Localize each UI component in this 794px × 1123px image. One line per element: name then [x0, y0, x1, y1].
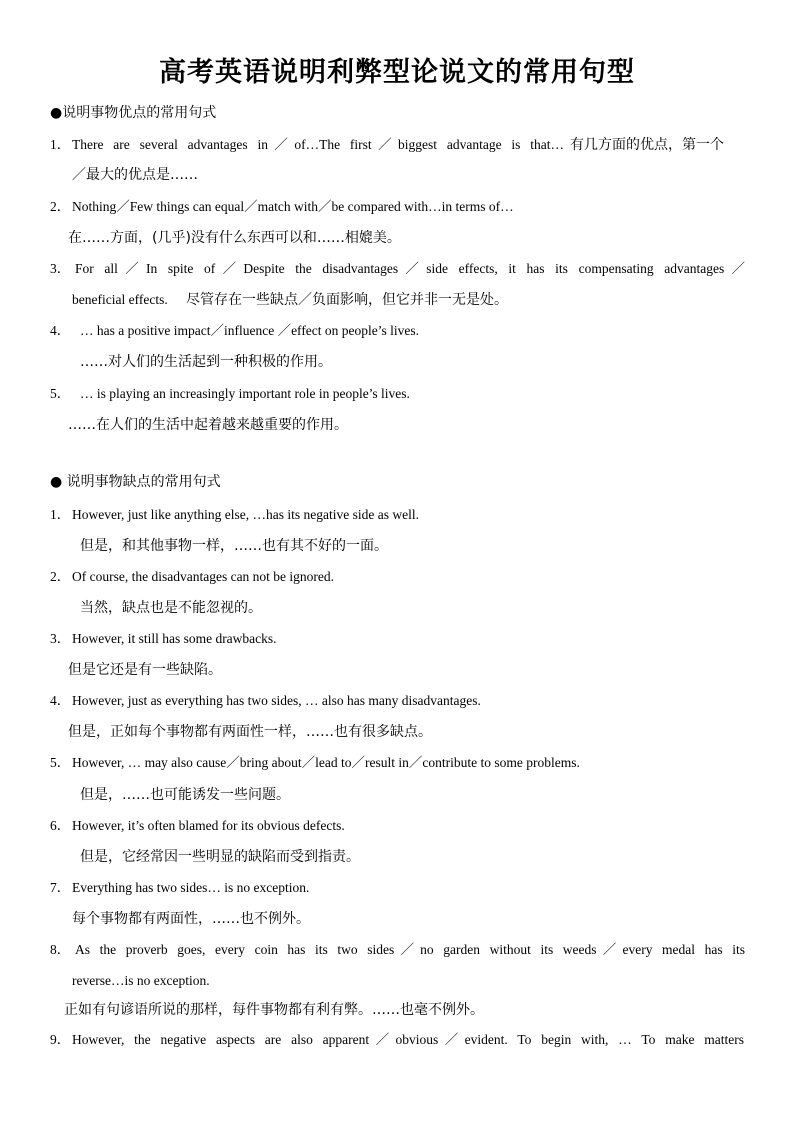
item-english: However, it still has some drawbacks. — [72, 631, 277, 646]
item-chinese: 但是它还是有一些缺陷。 — [68, 662, 222, 678]
item-number: 2． — [50, 199, 71, 214]
item-chinese: 正如有句谚语所说的那样，每件事物都有利有弊。……也毫不例外。 — [64, 1002, 484, 1018]
item-chinese: 当然，缺点也是不能忽视的。 — [80, 600, 262, 616]
item-chinese: 但是，和其他事物一样，……也有其不好的一面。 — [80, 538, 388, 554]
item-number: 1． — [50, 137, 71, 152]
item-chinese: ……在人们的生活中起着越来越重要的作用。 — [68, 417, 348, 433]
item-english-continued: beneficial effects. — [72, 292, 168, 307]
item-english: … has a positive impact／influence ／effect on people’s lives. — [80, 323, 420, 338]
item-chinese: 但是，正如每个事物都有两面性一样，……也有很多缺点。 — [68, 724, 432, 740]
item-chinese-inline: 尽管存在一些缺点／负面影响，但它并非一无是处。 — [186, 292, 508, 308]
item-number: 4． — [50, 693, 71, 708]
item-chinese: 但是，……也可能诱发一些问题。 — [80, 787, 290, 803]
item-chinese: 每个事物都有两面性，……也不例外。 — [72, 911, 310, 927]
item-english: Nothing／Few things can equal／match with／be compared with…in terms of… — [72, 199, 514, 214]
item-number: 3． — [50, 631, 71, 646]
item-number: 5． — [50, 755, 71, 770]
item-english: However, it’s often blamed for its obvious defects. — [72, 818, 345, 833]
page-title: 高考英语说明利弊型论说文的常用句型 — [159, 57, 635, 88]
item-number: 3． — [50, 261, 71, 276]
item-english: However, just as everything has two sides, … also has many disadvantages. — [72, 693, 481, 708]
item-english: However, … may also cause／bring about／lead to／result in／contribute to some problems. — [72, 755, 580, 770]
section-heading-disadvantages: ● 说明事物缺点的常用句式 — [50, 474, 221, 490]
item-number: 8． — [50, 942, 71, 957]
item-english: For all／In spite of／Despite the disadvantages／side effects, it has its compensating advantages／ — [75, 261, 745, 276]
item-english: Everything has two sides… is no exception. — [72, 880, 310, 895]
item-number: 5． — [50, 386, 71, 401]
item-english: Of course, the disadvantages can not be ignored. — [72, 569, 335, 584]
item-chinese: 但是，它经常因一些明显的缺陷而受到指责。 — [80, 849, 360, 865]
item-number: 4． — [50, 323, 71, 338]
item-english: There are several advantages in／of…The first／biggest advantage is that… — [72, 137, 564, 152]
item-chinese: 在……方面，(几乎)没有什么东西可以和……相媲美。 — [68, 230, 401, 246]
item-english: However, the negative aspects are also apparent／obvious／evident. To begin with, … To make matters — [72, 1032, 744, 1047]
item-number: 7． — [50, 880, 71, 895]
item-english: As the proverb goes, every coin has its two sides／no garden without its weeds／every medal has its — [75, 942, 745, 957]
item-number: 1． — [50, 507, 71, 522]
item-chinese: ……对人们的生活起到一种积极的作用。 — [80, 354, 332, 370]
item-number: 2． — [50, 569, 71, 584]
item-english: … is playing an increasingly important role in people’s lives. — [80, 386, 410, 401]
item-english: However, just like anything else, …has its negative side as well. — [72, 507, 420, 522]
item-chinese-inline: 有几方面的优点，第一个 — [570, 137, 724, 153]
section-heading-advantages: ●说明事物优点的常用句式 — [50, 105, 217, 121]
item-number: 6． — [50, 818, 71, 833]
item-chinese: ／最大的优点是…… — [72, 167, 198, 183]
item-english-continued: reverse…is no exception. — [72, 973, 210, 988]
item-number: 9． — [50, 1032, 71, 1047]
